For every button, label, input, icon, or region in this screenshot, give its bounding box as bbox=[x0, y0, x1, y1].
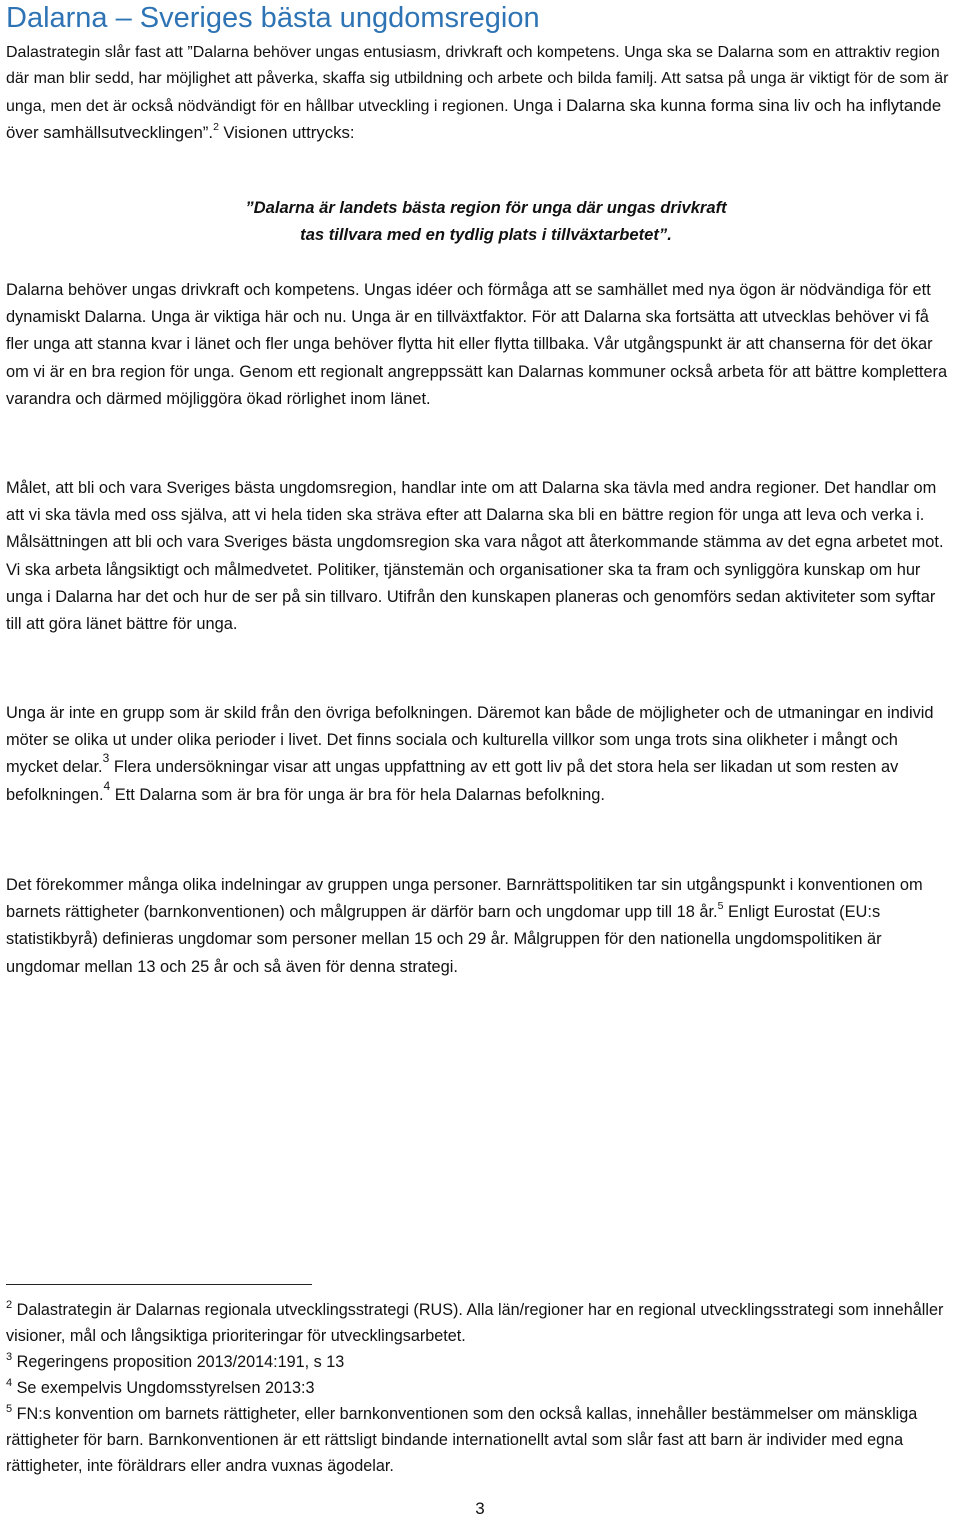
page-title: Dalarna – Sveriges bästa ungdomsregion bbox=[6, 2, 540, 34]
vision-quote bbox=[6, 194, 960, 248]
footnote-number: 2 bbox=[6, 1299, 13, 1311]
footnote-3 bbox=[6, 1349, 954, 1375]
footnote-text: FN:s konvention om barnets rättigheter, eller barnkonventionen som den också kallas, innehåller bestämmelser om mänskliga rättigheter för barn. Barnkonventionen är ett rättsligt bindande internationellt avtal som slår fast att barn är individer med egna rättigheter, inte föräldrars eller andra vuxnas ägodelar. bbox=[6, 1405, 918, 1475]
intro-text: Dalastrategin slår fast att ”Dalarna behöver ungas entusiasm, drivkraft och kompetens. Unga ska se Dalarna som en attraktiv region där man blir sedd, har möjlighet att påverka, skaffa sig utbildning och arbete och bilda familj. Att satsa på unga är viktigt för de som är unga, men det är också nödvändigt för en hållbar utveckling i regionen. bbox=[6, 44, 949, 115]
page-number: 3 bbox=[475, 1499, 485, 1518]
body-paragraph-4 bbox=[6, 700, 954, 809]
footnote-number: 5 bbox=[6, 1403, 13, 1415]
paragraph-5-text-1: Det förekommer många olika indelningar av gruppen unga personer. Barnrättspolitiken tar sin utgångspunkt i konventionen om barnets rättigheter (barnkonventionen) och målgruppen är därför barn och ungdomar upp till 18 år. bbox=[6, 876, 923, 922]
intro-text-2: Unga i Dalarna ska kunna forma sina liv och ha inflytande över samhällsutvecklingen”. bbox=[6, 95, 942, 143]
footnote-text: Se exempelvis Ungdomsstyrelsen 2013:3 bbox=[16, 1379, 315, 1397]
footnote-text: Dalastrategin är Dalarnas regionala utvecklingsstrategi (RUS). Alla län/regioner har en regional utvecklingsstrategi som innehåller visioner, mål och långsiktiga prioriteringar för utvecklingsarbetet. bbox=[6, 1301, 944, 1345]
footnote-5 bbox=[6, 1401, 954, 1479]
footnote-separator bbox=[6, 1284, 312, 1285]
footnote-number: 4 bbox=[6, 1377, 13, 1389]
footnote-ref-4[interactable]: 4 bbox=[103, 778, 111, 793]
paragraph-5-text-2: Enligt Eurostat (EU:s statistikbyrå) definieras ungdomar som personer mellan 15 och 29 år. Målgruppen för den nationella ungdomspolitiken är ungdomar mellan 13 och 25 år och så även för denna strategi. bbox=[6, 903, 882, 976]
footnote-ref-5[interactable]: 5 bbox=[717, 900, 724, 913]
vision-quote-line-2: tas tillvara med en tydlig plats i tillväxtarbetet”. bbox=[300, 225, 672, 244]
footnote-number: 3 bbox=[6, 1351, 13, 1363]
paragraph-4-text-3: Ett Dalarna som är bra för unga är bra för hela Dalarnas befolkning. bbox=[114, 785, 605, 804]
body-paragraph-2: Dalarna behöver ungas drivkraft och kompetens. Ungas idéer och förmåga att se samhället med nya ögon är nödvändiga för ett dynamiskt Dalarna. Unga är viktiga här och nu. Unga är en tillväxtfaktor. För att Dalarna ska fortsätta att utvecklas behöver vi få fler unga att stanna kvar i länet och fler unga behöver flytta hit eller flytta tillbaka. Vår utgångspunkt är att chanserna för det ökar om vi är en bra region för unga. Genom ett regionalt angreppssätt kan Dalarnas kommuner också arbeta för att bättre komplettera varandra och därmed möjliggöra ökad rörlighet inom länet. bbox=[6, 281, 948, 408]
intro-text-3: Visionen uttrycks: bbox=[223, 123, 355, 143]
footnote-2 bbox=[6, 1297, 954, 1349]
body-paragraph-3: Målet, att bli och vara Sveriges bästa ungdomsregion, handlar inte om att Dalarna ska tävla med andra regioner. Det handlar om att vi ska tävla med oss själva, att vi hela tiden ska sträva efter att Dalarna ska bli en bättre region för unga att leva och verka i. Målsättningen att bli och vara Sveriges bästa ungdomsregion ska vara något att återkommande stämma av det egna arbetet mot. Vi ska arbeta långsiktigt och målmedvetet. Politiker, tjänstemän och organisationer ska ta fram och synliggöra kunskap om hur unga i Dalarna har det och hur de ser på sin tillvaro. Utifrån den kunskapen planeras och genomförs sedan aktiviteter som syftar till att göra länet bättre för unga. bbox=[6, 479, 944, 634]
footnote-ref-3[interactable]: 3 bbox=[102, 751, 110, 766]
body-paragraph-5 bbox=[6, 872, 954, 981]
intro-paragraph bbox=[6, 40, 954, 148]
paragraph-4-text-1: Unga är inte en grupp som är skild från den övriga befolkningen. Däremot kan både de möjligheter och de utmaningar en individ möter se olika ut under olika perioder i livet. Det finns sociala och kulturella villkor som unga trots sina olikheter i mångt och mycket delar. bbox=[6, 704, 934, 777]
vision-quote-line-1: ”Dalarna är landets bästa region för unga där ungas drivkraft bbox=[245, 198, 727, 217]
paragraph-4-text-2: Flera undersökningar visar att ungas uppfattning av ett gott liv på det stora hela ser likadan ut som resten av befolkningen. bbox=[6, 758, 899, 804]
footnote-text: Regeringens proposition 2013/2014:191, s 13 bbox=[16, 1353, 345, 1371]
footnote-ref-2[interactable]: 2 bbox=[213, 121, 219, 134]
footnote-4 bbox=[6, 1375, 954, 1401]
